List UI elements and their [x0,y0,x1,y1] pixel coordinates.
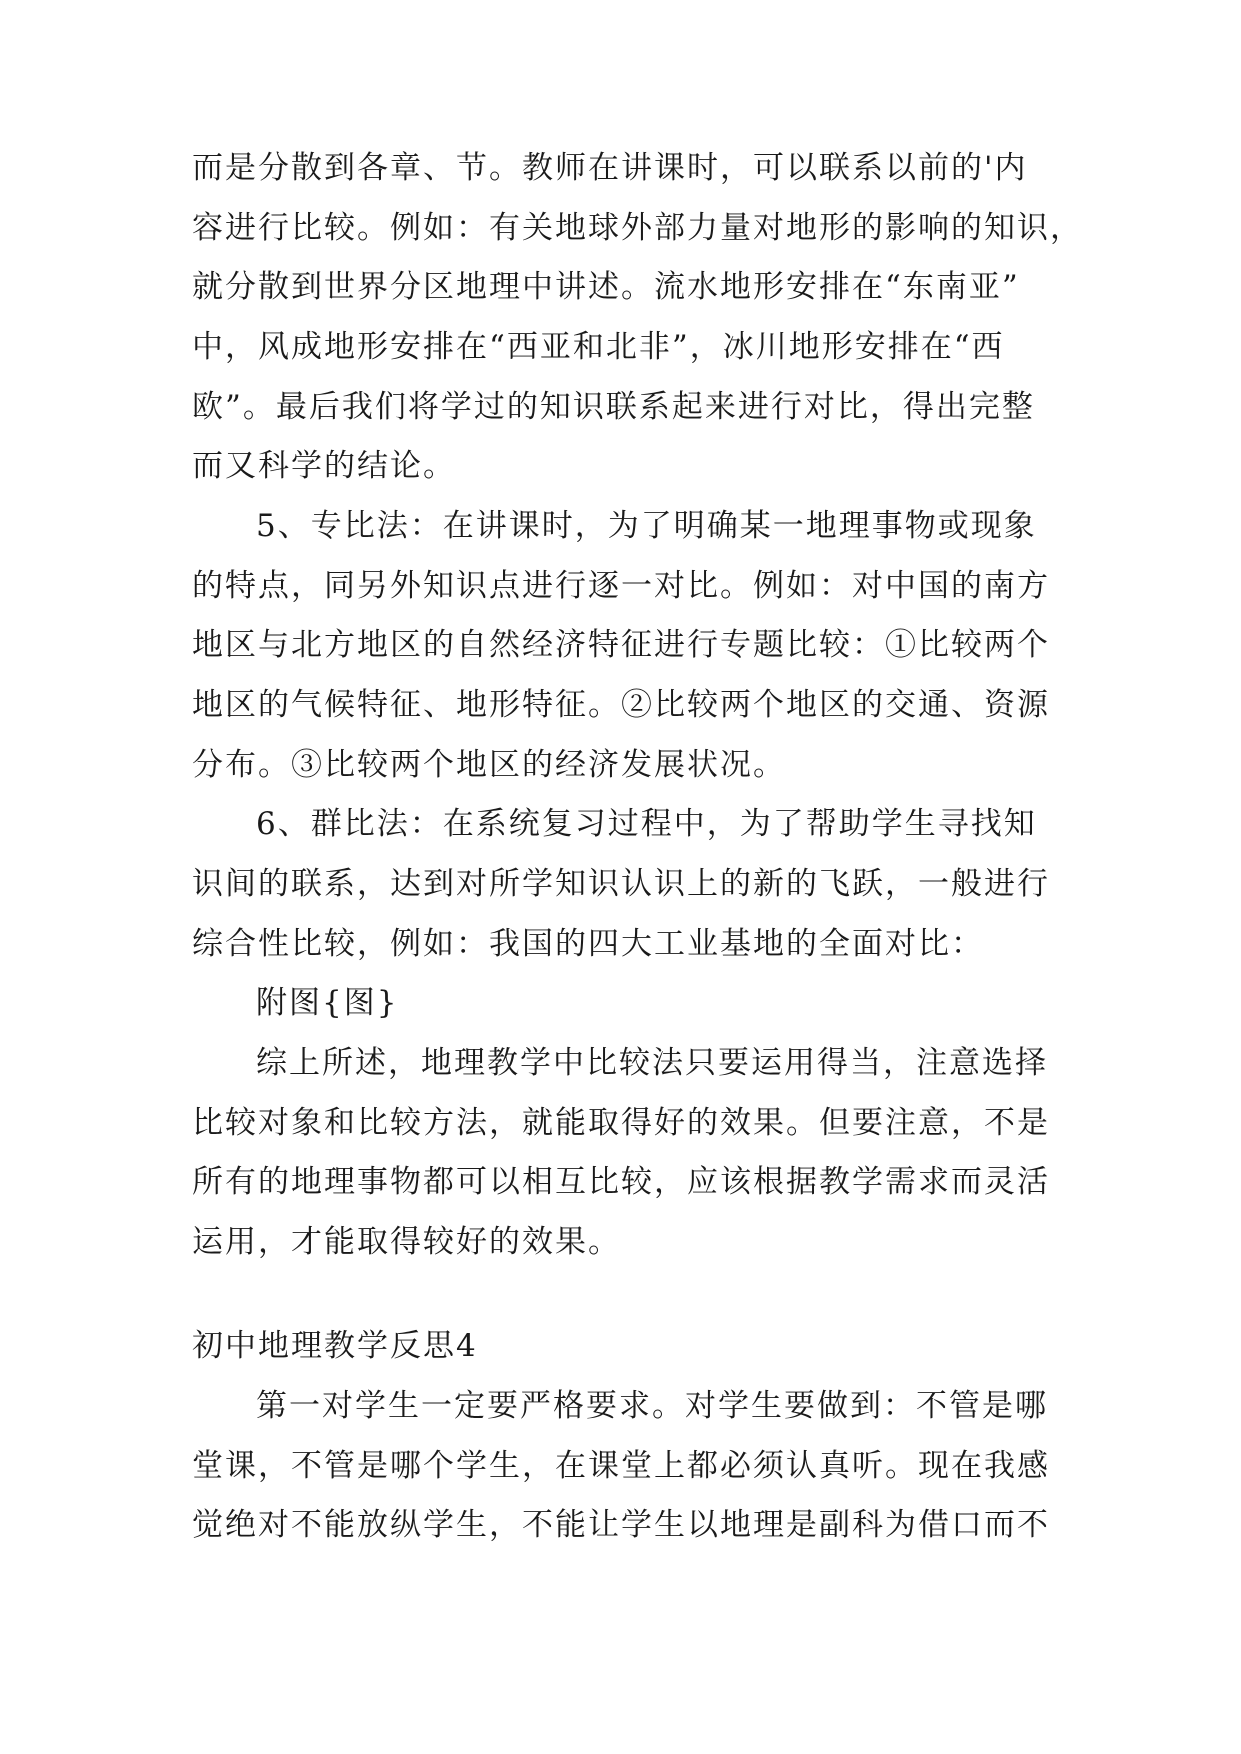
text-line: 而又科学的结论。 [192,448,456,484]
text-line: 容进行比较。例如：有关地球外部力量对地形的影响的知识， [192,210,1083,246]
text-line: 地区与北方地区的自然经济特征进行专题比较：①比较两个 [192,627,1050,663]
paragraph-start: 5、专比法：在讲课时，为了明确某一地理事物或现象 [256,508,1037,544]
text-line: 就分散到世界分区地理中讲述。流水地形安排在“东南亚” [192,269,1020,305]
text-line: 的特点，同另外知识点进行逐一对比。例如：对中国的南方 [192,568,1050,604]
text-line: 堂课，不管是哪个学生，在课堂上都必须认真听。现在我感 [192,1448,1050,1484]
text-line: 地区的气候特征、地形特征。②比较两个地区的交通、资源 [192,687,1050,723]
figure-placeholder: 附图{图} [256,985,399,1021]
paragraph-start: 6、群比法：在系统复习过程中，为了帮助学生寻找知 [256,806,1037,842]
text-line: 欧”。最后我们将学过的知识联系起来进行对比，得出完整 [192,389,1035,425]
text-line: 觉绝对不能放纵学生，不能让学生以地理是副科为借口而不 [192,1507,1050,1543]
paragraph-start: 第一对学生一定要严格要求。对学生要做到：不管是哪 [256,1388,1048,1424]
section-heading: 初中地理教学反思4 [192,1328,478,1364]
paragraph-start: 综上所述，地理教学中比较法只要运用得当，注意选择 [256,1045,1048,1081]
text-line: 中，风成地形安排在“西亚和北非”，冰川地形安排在“西 [192,329,1005,365]
text-line: 所有的地理事物都可以相互比较，应该根据教学需求而灵活 [192,1164,1050,1200]
text-line: 识间的联系，达到对所学知识认识上的新的飞跃，一般进行 [192,866,1050,902]
text-line: 分布。③比较两个地区的经济发展状况。 [192,747,786,783]
text-line: 而是分散到各章、节。教师在讲课时，可以联系以前的'内 [192,150,1028,186]
text-line: 运用，才能取得较好的效果。 [192,1224,621,1260]
text-line: 比较对象和比较方法，就能取得好的效果。但要注意，不是 [192,1105,1050,1141]
text-line: 综合性比较，例如：我国的四大工业基地的全面对比： [192,926,984,962]
